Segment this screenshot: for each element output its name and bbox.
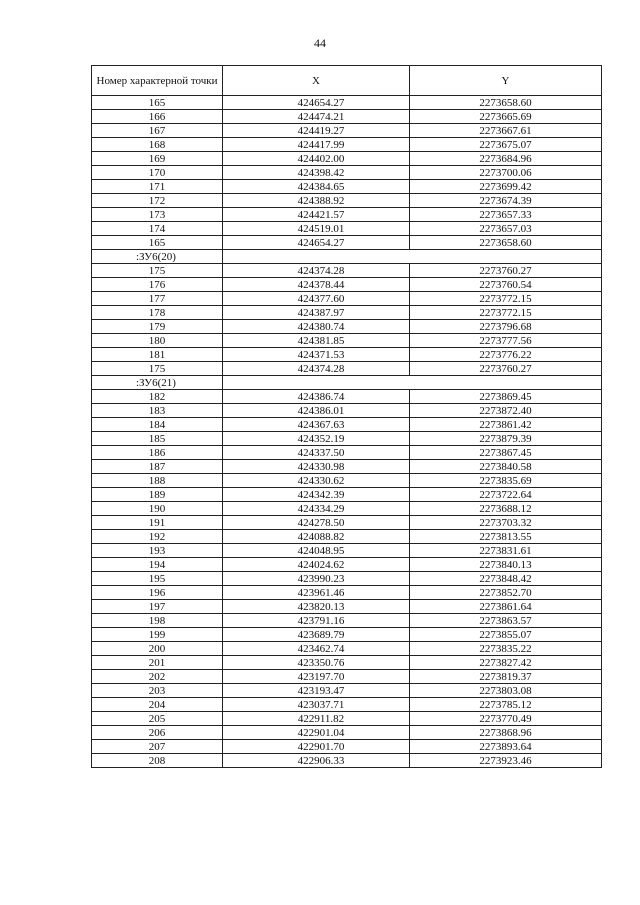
table-row (92, 236, 602, 250)
table-row (92, 460, 602, 474)
point-number-cell: 167 (92, 124, 223, 138)
y-coordinate-cell: 2273835.22 (410, 642, 602, 656)
x-coordinate-cell: 424048.95 (223, 544, 410, 558)
point-number-cell: 192 (92, 530, 223, 544)
y-coordinate-cell: 2273840.13 (410, 558, 602, 572)
x-coordinate-cell: 423350.76 (223, 656, 410, 670)
section-label: :ЗУ6(21) (92, 376, 223, 390)
table-row (92, 712, 602, 726)
section-empty-cell (223, 376, 602, 390)
point-number-cell: 207 (92, 740, 223, 754)
y-coordinate-cell: 2273835.69 (410, 474, 602, 488)
table-row (92, 488, 602, 502)
y-coordinate-cell: 2273772.15 (410, 292, 602, 306)
table-row (92, 418, 602, 432)
table-row (92, 362, 602, 376)
table-row (92, 96, 602, 110)
header-x: X (223, 66, 410, 96)
table-row (92, 124, 602, 138)
x-coordinate-cell: 423961.46 (223, 586, 410, 600)
x-coordinate-cell: 424381.85 (223, 334, 410, 348)
point-number-cell: 182 (92, 390, 223, 404)
y-coordinate-cell: 2273703.32 (410, 516, 602, 530)
y-coordinate-cell: 2273868.96 (410, 726, 602, 740)
point-number-cell: 186 (92, 446, 223, 460)
section-row (92, 250, 602, 264)
y-coordinate-cell: 2273819.37 (410, 670, 602, 684)
y-coordinate-cell: 2273863.57 (410, 614, 602, 628)
point-number-cell: 172 (92, 194, 223, 208)
point-number-cell: 180 (92, 334, 223, 348)
table-row (92, 222, 602, 236)
point-number-cell: 202 (92, 670, 223, 684)
point-number-cell: 174 (92, 222, 223, 236)
y-coordinate-cell: 2273861.42 (410, 418, 602, 432)
point-number-cell: 169 (92, 152, 223, 166)
y-coordinate-cell: 2273893.64 (410, 740, 602, 754)
y-coordinate-cell: 2273760.27 (410, 362, 602, 376)
table-row (92, 530, 602, 544)
y-coordinate-cell: 2273852.70 (410, 586, 602, 600)
table-row (92, 614, 602, 628)
table-row (92, 404, 602, 418)
y-coordinate-cell: 2273796.68 (410, 320, 602, 334)
table-row (92, 684, 602, 698)
table-row (92, 390, 602, 404)
y-coordinate-cell: 2273675.07 (410, 138, 602, 152)
y-coordinate-cell: 2273658.60 (410, 96, 602, 110)
table-body (92, 96, 602, 768)
x-coordinate-cell: 424654.27 (223, 96, 410, 110)
point-number-cell: 195 (92, 572, 223, 586)
x-coordinate-cell: 424374.28 (223, 362, 410, 376)
table-row (92, 138, 602, 152)
x-coordinate-cell: 422911.82 (223, 712, 410, 726)
point-number-cell: 183 (92, 404, 223, 418)
point-number-cell: 187 (92, 460, 223, 474)
point-number-cell: 177 (92, 292, 223, 306)
point-number-cell: 193 (92, 544, 223, 558)
y-coordinate-cell: 2273923.46 (410, 754, 602, 768)
x-coordinate-cell: 424417.99 (223, 138, 410, 152)
point-number-cell: 165 (92, 96, 223, 110)
y-coordinate-cell: 2273657.03 (410, 222, 602, 236)
y-coordinate-cell: 2273665.69 (410, 110, 602, 124)
y-coordinate-cell: 2273855.07 (410, 628, 602, 642)
table-row (92, 642, 602, 656)
header-y: Y (410, 66, 602, 96)
y-coordinate-cell: 2273840.58 (410, 460, 602, 474)
table-row (92, 306, 602, 320)
y-coordinate-cell: 2273777.56 (410, 334, 602, 348)
y-coordinate-cell: 2273684.96 (410, 152, 602, 166)
point-number-cell: 184 (92, 418, 223, 432)
section-row (92, 376, 602, 390)
point-number-cell: 203 (92, 684, 223, 698)
y-coordinate-cell: 2273872.40 (410, 404, 602, 418)
table-row (92, 446, 602, 460)
x-coordinate-cell: 424374.28 (223, 264, 410, 278)
y-coordinate-cell: 2273879.39 (410, 432, 602, 446)
point-number-cell: 170 (92, 166, 223, 180)
x-coordinate-cell: 423820.13 (223, 600, 410, 614)
x-coordinate-cell: 424371.53 (223, 348, 410, 362)
y-coordinate-cell: 2273869.45 (410, 390, 602, 404)
page-number: 44 (314, 36, 326, 50)
point-number-cell: 175 (92, 264, 223, 278)
y-coordinate-cell: 2273674.39 (410, 194, 602, 208)
point-number-cell: 166 (92, 110, 223, 124)
y-coordinate-cell: 2273867.45 (410, 446, 602, 460)
point-number-cell: 200 (92, 642, 223, 656)
x-coordinate-cell: 424088.82 (223, 530, 410, 544)
point-number-cell: 175 (92, 362, 223, 376)
table-row (92, 264, 602, 278)
point-number-cell: 190 (92, 502, 223, 516)
x-coordinate-cell: 424342.39 (223, 488, 410, 502)
x-coordinate-cell: 424278.50 (223, 516, 410, 530)
x-coordinate-cell: 423462.74 (223, 642, 410, 656)
point-number-cell: 198 (92, 614, 223, 628)
table-row (92, 754, 602, 768)
point-number-cell: 205 (92, 712, 223, 726)
coordinates-table (91, 65, 602, 768)
point-number-cell: 168 (92, 138, 223, 152)
x-coordinate-cell: 422901.70 (223, 740, 410, 754)
table-row (92, 432, 602, 446)
x-coordinate-cell: 424519.01 (223, 222, 410, 236)
x-coordinate-cell: 424330.62 (223, 474, 410, 488)
table-row (92, 502, 602, 516)
x-coordinate-cell: 424388.92 (223, 194, 410, 208)
x-coordinate-cell: 424024.62 (223, 558, 410, 572)
x-coordinate-cell: 424337.50 (223, 446, 410, 460)
table-row (92, 544, 602, 558)
y-coordinate-cell: 2273772.15 (410, 306, 602, 320)
y-coordinate-cell: 2273770.49 (410, 712, 602, 726)
y-coordinate-cell: 2273667.61 (410, 124, 602, 138)
table-row (92, 572, 602, 586)
point-number-cell: 178 (92, 306, 223, 320)
point-number-cell: 189 (92, 488, 223, 502)
table-row (92, 628, 602, 642)
y-coordinate-cell: 2273831.61 (410, 544, 602, 558)
x-coordinate-cell: 422906.33 (223, 754, 410, 768)
table-row (92, 208, 602, 222)
x-coordinate-cell: 424386.74 (223, 390, 410, 404)
y-coordinate-cell: 2273813.55 (410, 530, 602, 544)
x-coordinate-cell: 422901.04 (223, 726, 410, 740)
y-coordinate-cell: 2273722.64 (410, 488, 602, 502)
x-coordinate-cell: 423037.71 (223, 698, 410, 712)
x-coordinate-cell: 423197.70 (223, 670, 410, 684)
x-coordinate-cell: 424377.60 (223, 292, 410, 306)
x-coordinate-cell: 424352.19 (223, 432, 410, 446)
table-row (92, 586, 602, 600)
x-coordinate-cell: 424384.65 (223, 180, 410, 194)
table-row (92, 348, 602, 362)
x-coordinate-cell: 424474.21 (223, 110, 410, 124)
table-row (92, 726, 602, 740)
point-number-cell: 191 (92, 516, 223, 530)
x-coordinate-cell: 424380.74 (223, 320, 410, 334)
table-row (92, 656, 602, 670)
point-number-cell: 181 (92, 348, 223, 362)
y-coordinate-cell: 2273760.54 (410, 278, 602, 292)
x-coordinate-cell: 424330.98 (223, 460, 410, 474)
table-row (92, 320, 602, 334)
table-row (92, 278, 602, 292)
point-number-cell: 199 (92, 628, 223, 642)
y-coordinate-cell: 2273700.06 (410, 166, 602, 180)
header-point-number: Номер характерной точки (92, 66, 223, 96)
table-header-row (92, 66, 602, 96)
table-row (92, 516, 602, 530)
point-number-cell: 188 (92, 474, 223, 488)
point-number-cell: 196 (92, 586, 223, 600)
x-coordinate-cell: 423193.47 (223, 684, 410, 698)
point-number-cell: 179 (92, 320, 223, 334)
y-coordinate-cell: 2273658.60 (410, 236, 602, 250)
y-coordinate-cell: 2273776.22 (410, 348, 602, 362)
point-number-cell: 197 (92, 600, 223, 614)
table-row (92, 180, 602, 194)
x-coordinate-cell: 424419.27 (223, 124, 410, 138)
point-number-cell: 208 (92, 754, 223, 768)
y-coordinate-cell: 2273827.42 (410, 656, 602, 670)
point-number-cell: 185 (92, 432, 223, 446)
y-coordinate-cell: 2273657.33 (410, 208, 602, 222)
y-coordinate-cell: 2273688.12 (410, 502, 602, 516)
table-row (92, 558, 602, 572)
point-number-cell: 171 (92, 180, 223, 194)
x-coordinate-cell: 424398.42 (223, 166, 410, 180)
y-coordinate-cell: 2273861.64 (410, 600, 602, 614)
x-coordinate-cell: 424421.57 (223, 208, 410, 222)
x-coordinate-cell: 423990.23 (223, 572, 410, 586)
table-row (92, 698, 602, 712)
y-coordinate-cell: 2273803.08 (410, 684, 602, 698)
point-number-cell: 201 (92, 656, 223, 670)
y-coordinate-cell: 2273760.27 (410, 264, 602, 278)
point-number-cell: 194 (92, 558, 223, 572)
point-number-cell: 206 (92, 726, 223, 740)
section-empty-cell (223, 250, 602, 264)
table-row (92, 292, 602, 306)
x-coordinate-cell: 424367.63 (223, 418, 410, 432)
x-coordinate-cell: 423689.79 (223, 628, 410, 642)
y-coordinate-cell: 2273785.12 (410, 698, 602, 712)
x-coordinate-cell: 424378.44 (223, 278, 410, 292)
point-number-cell: 173 (92, 208, 223, 222)
x-coordinate-cell: 424654.27 (223, 236, 410, 250)
section-label: :ЗУ6(20) (92, 250, 223, 264)
table-row (92, 166, 602, 180)
table-row (92, 334, 602, 348)
x-coordinate-cell: 424387.97 (223, 306, 410, 320)
table-row (92, 152, 602, 166)
y-coordinate-cell: 2273848.42 (410, 572, 602, 586)
x-coordinate-cell: 423791.16 (223, 614, 410, 628)
point-number-cell: 176 (92, 278, 223, 292)
point-number-cell: 165 (92, 236, 223, 250)
table-row (92, 740, 602, 754)
table-row (92, 110, 602, 124)
x-coordinate-cell: 424386.01 (223, 404, 410, 418)
x-coordinate-cell: 424402.00 (223, 152, 410, 166)
table-row (92, 670, 602, 684)
table-row (92, 600, 602, 614)
x-coordinate-cell: 424334.29 (223, 502, 410, 516)
table-row (92, 194, 602, 208)
y-coordinate-cell: 2273699.42 (410, 180, 602, 194)
point-number-cell: 204 (92, 698, 223, 712)
table-row (92, 474, 602, 488)
